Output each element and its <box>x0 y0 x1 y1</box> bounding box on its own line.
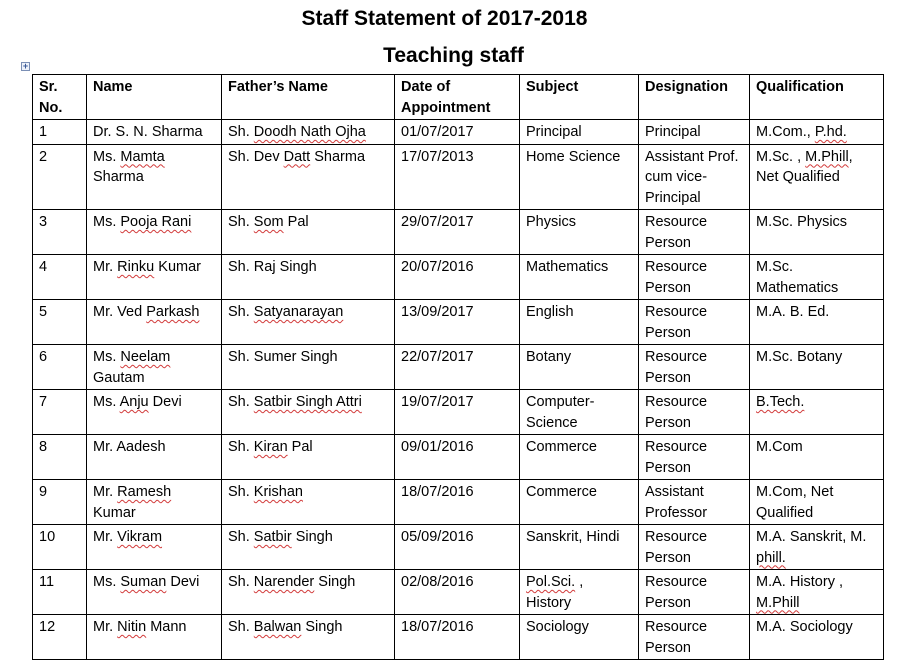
cell-date-of-appointment: 13/09/2017 <box>395 300 520 345</box>
spellcheck-mark: Doodh Nath Ojha <box>253 124 366 140</box>
spellcheck-mark: Satbir Singh Attri <box>253 394 362 410</box>
spellcheck-mark: Narender <box>253 574 315 590</box>
cell-sr-no: 9 <box>33 480 87 525</box>
spellcheck-mark: Krishan <box>253 484 303 500</box>
cell-father-name: Sh. Dev Datt Sharma <box>222 144 395 210</box>
cell-father-name: Sh. Krishan <box>222 480 395 525</box>
spellcheck-mark: Kiran <box>253 439 288 455</box>
cell-father-name: Sh. Raj Singh <box>222 255 395 300</box>
header-name: Name <box>87 75 222 120</box>
cell-subject: Botany <box>520 345 639 390</box>
cell-name: Mr. Ved Parkash <box>87 300 222 345</box>
header-date-of-appointment: Date of Appointment <box>395 75 520 120</box>
move-handle-icon[interactable]: + <box>22 61 29 71</box>
cell-qualification <box>750 390 884 435</box>
cell-date-of-appointment: 29/07/2017 <box>395 210 520 255</box>
cell-designation: Resource Person <box>639 345 750 390</box>
cell-qualification: M.Sc. Mathematics <box>750 255 884 300</box>
spellcheck-mark: Balwan <box>253 619 302 635</box>
spellcheck-mark: B.Tech. <box>756 394 805 410</box>
cell-date-of-appointment: 02/08/2016 <box>395 570 520 615</box>
cell-name: Ms. Anju Devi <box>87 390 222 435</box>
spellcheck-mark: Mamta <box>120 148 165 165</box>
table-row <box>33 570 884 615</box>
staff-table-body <box>33 120 884 660</box>
cell-date-of-appointment: 19/07/2017 <box>395 390 520 435</box>
cell-qualification: M.Sc. Physics <box>750 210 884 255</box>
table-row <box>33 120 884 145</box>
cell-subject: Pol.Sci. , History <box>520 570 639 615</box>
spellcheck-mark: Som <box>253 214 284 230</box>
cell-name: Ms. Mamta Sharma <box>87 144 222 210</box>
cell-sr-no: 6 <box>33 345 87 390</box>
cell-name: Dr. S. N. Sharma <box>87 120 222 145</box>
cell-subject: Sociology <box>520 615 639 660</box>
cell-sr-no: 4 <box>33 255 87 300</box>
cell-qualification: M.A. History , M.Phill <box>750 570 884 615</box>
cell-date-of-appointment: 17/07/2013 <box>395 144 520 210</box>
table-header-row <box>33 75 884 120</box>
cell-name: Ms. Pooja Rani <box>87 210 222 255</box>
spellcheck-mark: Satbir <box>253 529 292 545</box>
spellcheck-mark: Datt <box>283 148 311 165</box>
page-subtitle: Teaching staff <box>383 44 524 67</box>
cell-designation: Resource Person <box>639 390 750 435</box>
spellcheck-mark: M.Phill <box>756 594 800 611</box>
header-sr-no: Sr. No. <box>33 75 87 120</box>
table-row <box>33 615 884 660</box>
cell-date-of-appointment: 22/07/2017 <box>395 345 520 390</box>
spellcheck-mark: Anju <box>119 394 149 410</box>
cell-father-name: Sh. Kiran Pal <box>222 435 395 480</box>
spellcheck-mark: Pooja Rani <box>120 214 192 230</box>
header-qualification: Qualification <box>750 75 884 120</box>
cell-sr-no: 2 <box>33 144 87 210</box>
page-title: Staff Statement of 2017-2018 <box>301 7 588 30</box>
cell-name: Ms. Suman Devi <box>87 570 222 615</box>
cell-sr-no: 5 <box>33 300 87 345</box>
cell-designation: Resource Person <box>639 615 750 660</box>
cell-date-of-appointment: 20/07/2016 <box>395 255 520 300</box>
spellcheck-mark: phill. <box>756 549 786 566</box>
cell-designation: Principal <box>639 120 750 145</box>
cell-subject: Sanskrit, Hindi <box>520 525 639 570</box>
table-row <box>33 390 884 435</box>
cell-qualification: M.Sc. Botany <box>750 345 884 390</box>
spellcheck-mark: Pol.Sci. <box>526 574 576 590</box>
cell-father-name: Sh. Balwan Singh <box>222 615 395 660</box>
cell-subject: Home Science <box>520 144 639 210</box>
cell-father-name: Sh. Narender Singh <box>222 570 395 615</box>
cell-name: Mr. Rinku Kumar <box>87 255 222 300</box>
header-subject: Subject <box>520 75 639 120</box>
cell-father-name: Sh. Som Pal <box>222 210 395 255</box>
cell-qualification: M.Com <box>750 435 884 480</box>
cell-father-name: Sh. Doodh Nath Ojha <box>222 120 395 145</box>
cell-subject: English <box>520 300 639 345</box>
table-row <box>33 480 884 525</box>
table-row <box>33 525 884 570</box>
spellcheck-mark: Rinku <box>117 259 155 275</box>
header-designation: Designation <box>639 75 750 120</box>
table-row <box>33 300 884 345</box>
cell-subject: Commerce <box>520 435 639 480</box>
cell-sr-no: 8 <box>33 435 87 480</box>
staff-table <box>32 74 884 660</box>
spellcheck-mark: Suman <box>120 574 167 590</box>
cell-name: Mr. Ramesh Kumar <box>87 480 222 525</box>
spellcheck-mark: Parkash <box>146 304 200 320</box>
table-row <box>33 144 884 210</box>
spellcheck-mark: Nitin <box>117 619 147 635</box>
spellcheck-mark: Neelam <box>120 349 171 365</box>
cell-designation: Assistant Prof. cum vice-Principal <box>639 144 750 210</box>
cell-sr-no: 11 <box>33 570 87 615</box>
cell-designation: Resource Person <box>639 525 750 570</box>
cell-designation: Resource Person <box>639 300 750 345</box>
cell-subject: Physics <box>520 210 639 255</box>
spellcheck-mark: Ramesh <box>117 484 172 500</box>
table-row <box>33 435 884 480</box>
cell-subject: Mathematics <box>520 255 639 300</box>
cell-qualification: M.Com, Net Qualified <box>750 480 884 525</box>
spellcheck-mark: Vikram <box>117 529 163 545</box>
cell-name: Ms. Neelam Gautam <box>87 345 222 390</box>
cell-father-name: Sh. Satyanarayan <box>222 300 395 345</box>
cell-sr-no: 12 <box>33 615 87 660</box>
cell-sr-no: 7 <box>33 390 87 435</box>
spellcheck-mark: P.hd. <box>814 124 847 140</box>
cell-date-of-appointment: 09/01/2016 <box>395 435 520 480</box>
cell-name: Mr. Nitin Mann <box>87 615 222 660</box>
cell-father-name: Sh. Satbir Singh Attri <box>222 390 395 435</box>
spellcheck-mark: Satyanarayan <box>253 304 344 320</box>
cell-name: Mr. Vikram <box>87 525 222 570</box>
cell-designation: Resource Person <box>639 210 750 255</box>
table-row <box>33 210 884 255</box>
table-row <box>33 255 884 300</box>
cell-date-of-appointment: 01/07/2017 <box>395 120 520 145</box>
cell-sr-no: 10 <box>33 525 87 570</box>
cell-subject: Computer-Science <box>520 390 639 435</box>
cell-date-of-appointment: 18/07/2016 <box>395 615 520 660</box>
cell-sr-no: 3 <box>33 210 87 255</box>
cell-designation: Resource Person <box>639 435 750 480</box>
cell-name: Mr. Aadesh <box>87 435 222 480</box>
cell-designation: Assistant Professor <box>639 480 750 525</box>
cell-date-of-appointment: 05/09/2016 <box>395 525 520 570</box>
table-row <box>33 345 884 390</box>
cell-qualification: M.A. Sanskrit, M. phill. <box>750 525 884 570</box>
cell-father-name: Sh. Sumer Singh <box>222 345 395 390</box>
cell-father-name: Sh. Satbir Singh <box>222 525 395 570</box>
spellcheck-mark: M.Phill <box>805 148 849 165</box>
cell-qualification: M.Com., P.hd. <box>750 120 884 145</box>
cell-subject: Principal <box>520 120 639 145</box>
cell-subject: Commerce <box>520 480 639 525</box>
cell-designation: Resource Person <box>639 570 750 615</box>
header-father-name: Father’s Name <box>222 75 395 120</box>
cell-qualification: M.A. Sociology <box>750 615 884 660</box>
cell-designation: Resource Person <box>639 255 750 300</box>
cell-sr-no: 1 <box>33 120 87 145</box>
cell-date-of-appointment: 18/07/2016 <box>395 480 520 525</box>
cell-qualification: M.A. B. Ed. <box>750 300 884 345</box>
cell-qualification: M.Sc. , M.Phill, Net Qualified <box>750 144 884 210</box>
